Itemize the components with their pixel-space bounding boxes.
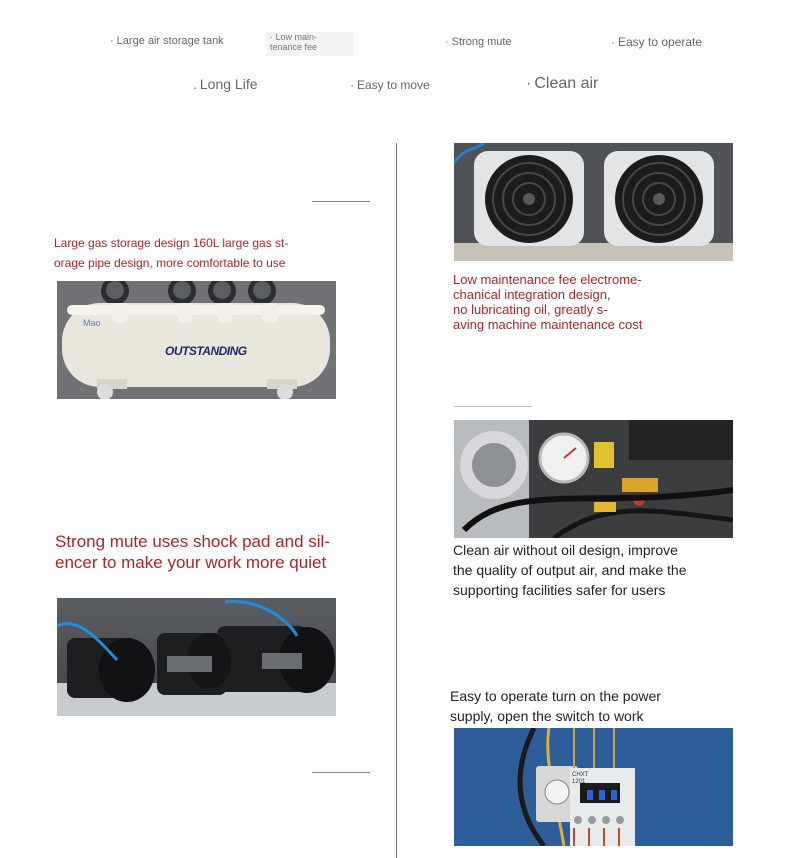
feature-easy-operate: · Easy to operate (611, 35, 703, 49)
divider-line (312, 201, 370, 202)
tank-caption: Large gas storage design 160L large gas st- orage pipe design, more comfortable to use (54, 236, 289, 270)
feature-easy-move: · Easy to move (350, 78, 430, 92)
center-divider (396, 143, 397, 858)
contactor-label: CHXT (572, 772, 589, 778)
pressure-gauge-image (454, 420, 733, 538)
cooling-fans-image (454, 143, 733, 261)
brand-logo: OUTSTANDING (165, 344, 247, 358)
control-panel-image (454, 728, 733, 846)
mute-caption: Strong mute uses shock pad and sil- encer to make your work more quiet (55, 532, 330, 572)
feature-long-life: . Long Life (193, 76, 258, 92)
maintenance-caption: Low maintenance fee electrome- chanical integration design, no lubricating oil, greatly s- aving machine maintenance cost (453, 272, 643, 332)
contactor-code: 1201 (572, 779, 586, 785)
clean-air-caption: Clean air without oil design, improve the quality of output air, and make the supporting facilities safer for users (453, 542, 687, 598)
air-tank-image (57, 281, 336, 399)
silencer-image (57, 598, 336, 716)
feature-clean-air: · Clean air (526, 75, 599, 92)
feature-large-tank: · Large air storage tank (110, 35, 224, 47)
divider-line (312, 772, 370, 773)
divider-line (454, 406, 532, 407)
operate-caption: Easy to operate turn on the power supply, open the switch to work (450, 688, 661, 724)
feature-strong-mute: · Strong mute (445, 36, 512, 48)
feature-low-fee: · Low main- tenance fee (266, 32, 354, 56)
tank-label: Mao (83, 318, 101, 328)
